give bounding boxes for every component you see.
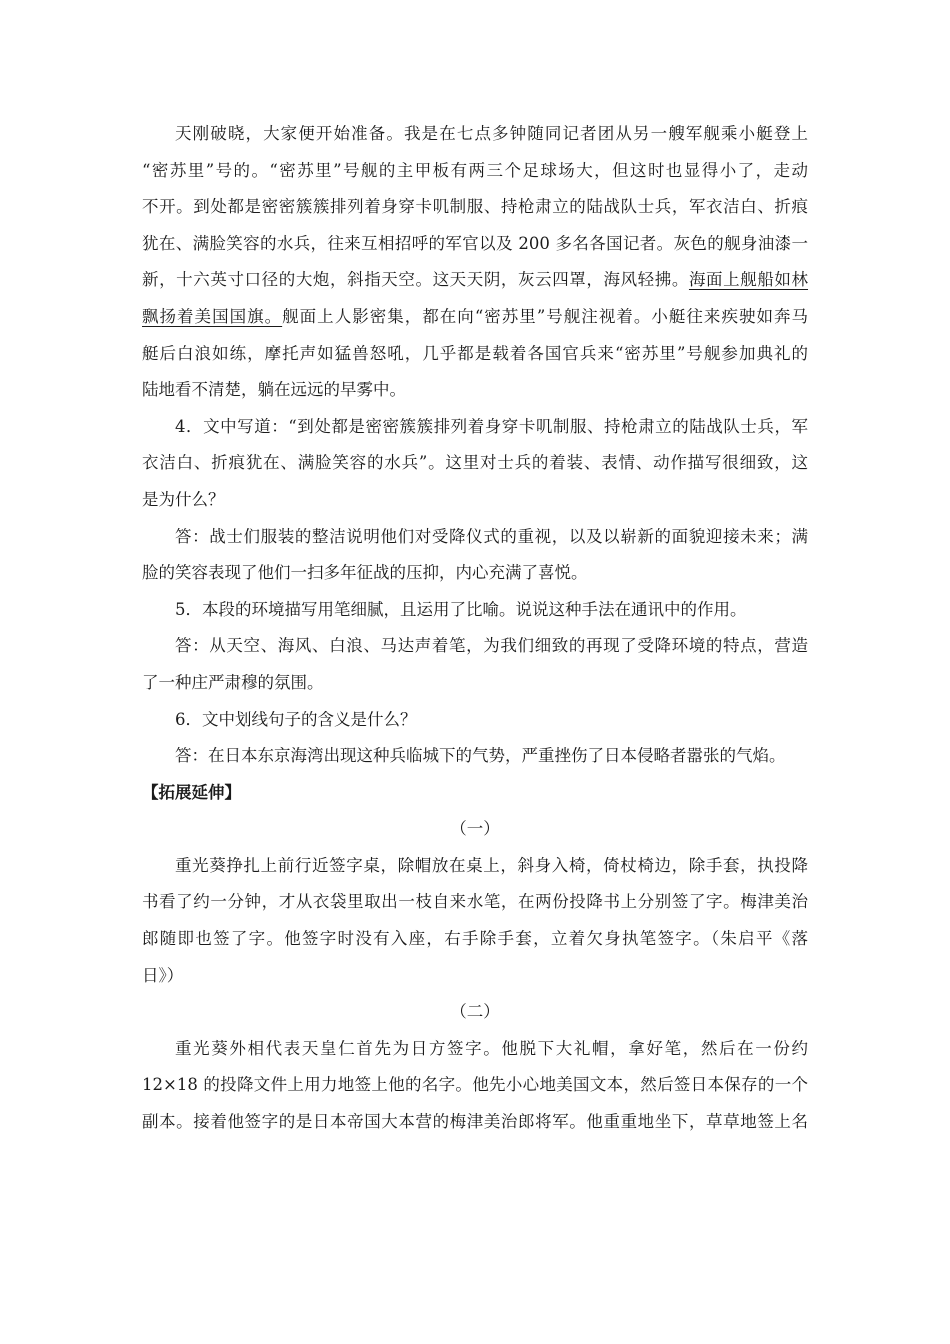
text-line: 不开。到处都是密密簇簇排列着身穿卡叽制服、持枪肃立的陆战队士兵，军衣洁白、折痕 <box>142 197 808 217</box>
text-line: 答：战士们服装的整洁说明他们对受降仪式的重视，以及以崭新的面貌迎接未来；满 <box>175 526 808 546</box>
text-line: 日》） <box>142 965 184 985</box>
text-line: 脸的笑容表现了他们一扫多年征战的压抑，内心充满了喜悦。 <box>142 563 588 583</box>
text-line: 陆地看不清楚，躺在远远的早雾中。 <box>142 380 406 400</box>
text-line: 艇后白浪如练，摩托声如猛兽怒吼，几乎都是载着各国官兵来“密苏里”号舰参加典礼的 <box>142 343 808 363</box>
text-line: 答：从天空、海风、白浪、马达声着笔，为我们细致的再现了受降环境的特点，营造 <box>175 636 808 656</box>
text-line: 副本。接着他签字的是日本帝国大本营的梅津美治郎将军。他重重地坐下，草草地签上名 <box>142 1112 808 1132</box>
text-line: 重光葵挣扎上前行近签字桌，除帽放在桌上，斜身入椅，倚杖椅边，除手套，执投降 <box>175 855 808 875</box>
extension-paragraph-1 <box>142 848 808 994</box>
underlined-sentence: 飘扬着美国国旗。 <box>142 306 283 326</box>
question-4 <box>142 409 808 519</box>
text-line: 4．文中写道：“到处都是密密簇簇排列着身穿卡叽制服、持枪肃立的陆战队士兵，军 <box>175 416 808 436</box>
text-line: 郎随即也签了字。他签字时没有入座，右手除手套，立着欠身执笔签字。（朱启平《落 <box>142 929 808 949</box>
text-line: 书看了约一分钟，才从衣袋里取出一枝自来水笔，在两份投降书上分别签了字。梅津美治 <box>142 892 808 912</box>
text-line: 12×18 的投降文件上用力地签上他的名字。他先小心地美国文本，然后签日本保存的一个 <box>142 1075 808 1095</box>
answer-4 <box>142 519 808 592</box>
part-label-1: （一） <box>450 819 500 839</box>
text-line: 犹在、满脸笑容的水兵，往来互相招呼的军官以及 200 多名各国记者。灰色的舰身油漆一 <box>142 233 808 253</box>
text-line: 是为什么？ <box>142 489 225 509</box>
part-label-2: （二） <box>450 1002 500 1022</box>
text-line: 6．文中划线句子的含义是什么？ <box>175 709 417 729</box>
text-line: 5．本段的环境描写用笔细腻，且运用了比喻。说说这种手法在通讯中的作用。 <box>175 599 747 619</box>
text-line: 衣洁白、折痕犹在、满脸笑容的水兵”。这里对士兵的着装、表情、动作描写很细致，这 <box>142 453 808 473</box>
text-line: 天刚破晓，大家便开始准备。我是在七点多钟随同记者团从另一艘军舰乘小艇登上 <box>175 124 808 143</box>
text-line: 了一种庄严肃穆的氛围。 <box>142 672 324 692</box>
text-line <box>142 262 808 299</box>
passage-paragraph <box>142 116 808 409</box>
text-line <box>142 299 808 336</box>
answer-5 <box>142 628 808 701</box>
question-5 <box>142 592 808 629</box>
underlined-sentence: 海面上舰船如林 <box>688 270 809 290</box>
answer-6 <box>142 738 808 775</box>
extension-paragraph-2 <box>142 1031 808 1141</box>
text-line: 重光葵外相代表天皇仁首先为日方签字。他脱下大礼帽，拿好笔，然后在一份约 <box>175 1038 808 1058</box>
question-6 <box>142 702 808 739</box>
text-segment: 新，十六英寸口径的大炮，斜指天空。这天天阴，灰云四罩，海风轻拂。 <box>142 270 689 290</box>
text-segment: 舰面上人影密集，都在向“密苏里”号舰注视着。小艇往来疾驶如奔马 <box>282 306 809 326</box>
section-heading: 【拓展延伸】 <box>142 782 241 802</box>
text-line: 答：在日本东京海湾出现这种兵临城下的气势，严重挫伤了日本侵略者嚣张的气焰。 <box>175 746 786 766</box>
document-content <box>142 116 808 1141</box>
text-line: “密苏里”号的。“密苏里”号舰的主甲板有两三个足球场大，但这时也显得小了，走动 <box>142 160 808 180</box>
